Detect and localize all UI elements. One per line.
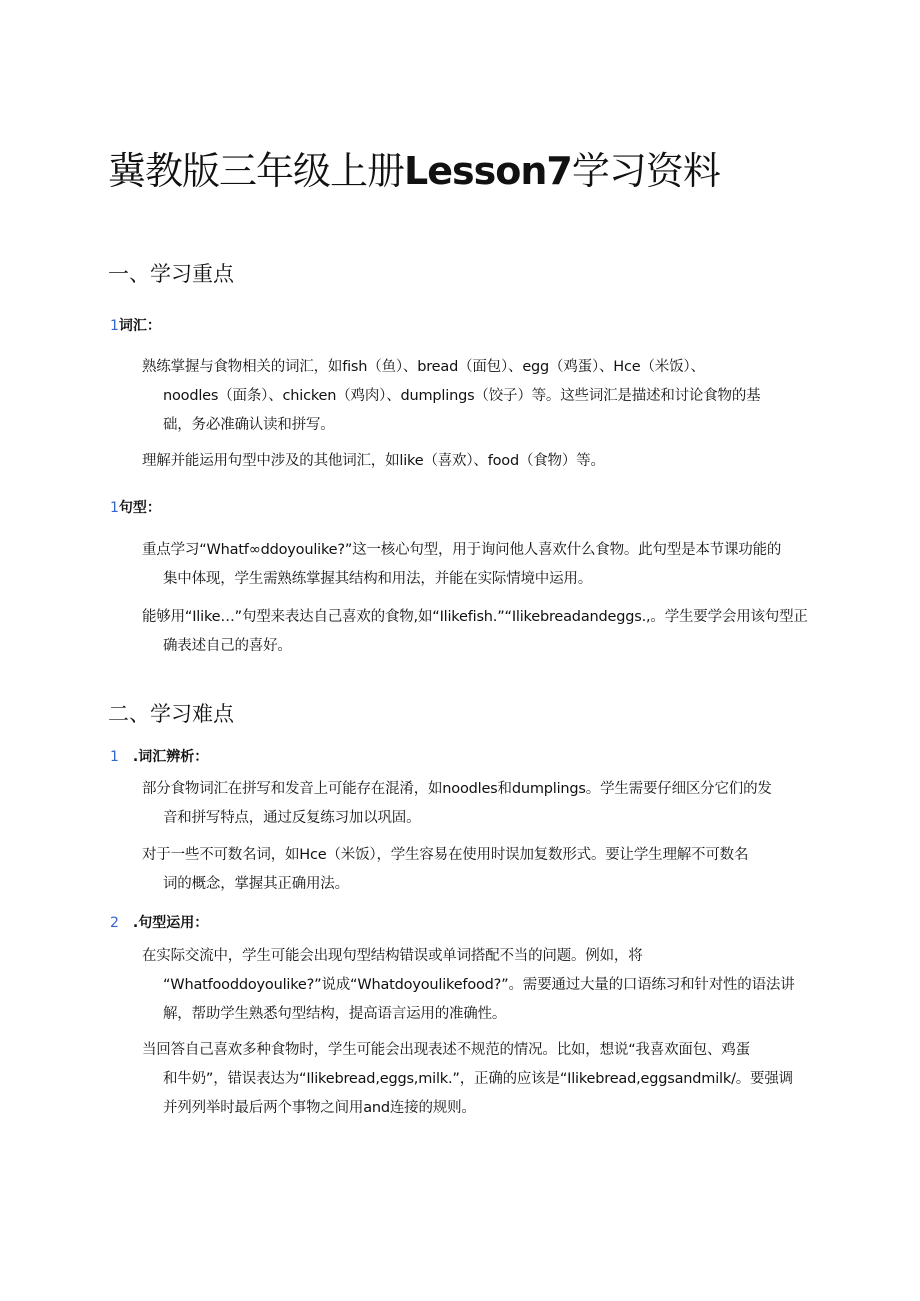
sub-heading-vocabulary: 1词汇： [110,318,161,334]
document-title: 冀教版三年级上册Lesson7学习资料 [108,149,720,193]
paragraph-vocab-mastery: 熟练掌握与食物相关的词汇，如fish（鱼）、bread（面包）、egg（鸡蛋）、Hce（米饭）、 noodles（面条）、chicken（鸡肉）、dumplings（饺子）等。这些词汇是描述和讨论食物的基 础，务必准确认读和拼写。 [142,359,761,433]
sub-heading-sentence-usage: 2 .句型运用： [110,915,209,931]
paragraph-vocab-other: 理解并能运用句型中涉及的其他词汇，如like（喜欢）、food（食物）等。 [142,453,605,469]
paragraph-sentence-ilike: 能够用“Ilike…”句型来表达自己喜欢的食物,如“Ilikefish.”“Ilikebreadandeggs.,。学生要学会用该句型正 确表述自己的喜好。 [142,609,808,654]
paragraph-uncountable-nouns: 对于一些不可数名词，如Hce（米饭），学生容易在使用时误加复数形式。要让学生理解不可数名 词的概念，掌握其正确用法。 [142,847,749,892]
sub-heading-vocab-discrimination: 1 .词汇辨析： [110,749,209,765]
paragraph-sentence-errors: 在实际交流中，学生可能会出现句型结构错误或单词搭配不当的问题。例如，将 “Whatfooddoyoulike?”说成“Whatdoyoulikefood?”。需要通过大量的口语练习和针对性的语法讲 解，帮助学生熟悉句型结构，提高语言运用的准确性。 [142,948,795,1022]
section-heading-key-points: 一、学习重点 [108,262,234,286]
item-number: 1 [110,318,119,334]
paragraph-vocab-confusion: 部分食物词汇在拼写和发音上可能存在混淆，如noodles和dumplings。学生需要仔细区分它们的发 音和拼写特点，通过反复练习加以巩固。 [142,781,772,826]
section-heading-difficulties: 二、学习难点 [108,702,234,726]
item-number: 1 [110,500,119,516]
sub-heading-sentence-pattern: 1句型： [110,500,161,516]
paragraph-multiple-foods: 当回答自己喜欢多种食物时，学生可能会出现表述不规范的情况。比如，想说“我喜欢面包、鸡蛋 和牛奶”，错误表达为“Ilikebread,eggs,milk.”，正确的应该是“Ilikebread,eggsandmilk/。要强调 并列列举时最后两个事物之间用and连接的规则。 [142,1042,793,1116]
item-number: 1 [110,749,119,765]
item-number: 2 [110,915,119,931]
paragraph-sentence-core: 重点学习“Whatf∞ddoyoulike?”这一核心句型，用于询问他人喜欢什么食物。此句型是本节课功能的 集中体现，学生需熟练掌握其结构和用法，并能在实际情境中运用。 [142,542,782,587]
